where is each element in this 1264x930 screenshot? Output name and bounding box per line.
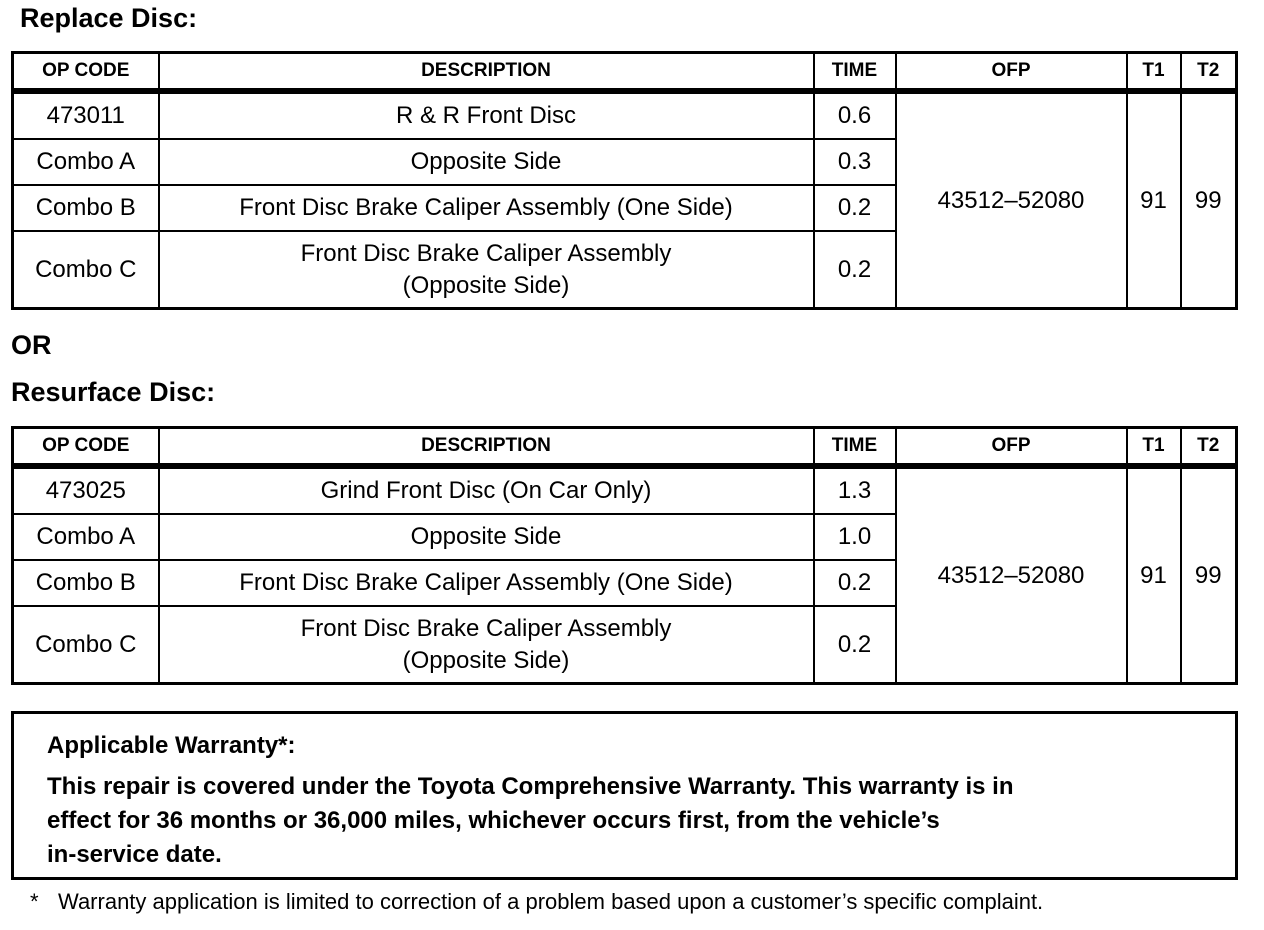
time-cell: 0.2 [814, 606, 896, 684]
time-cell: 0.3 [814, 139, 896, 185]
table-header-row [13, 428, 1237, 467]
op-code-cell: Combo C [13, 231, 159, 309]
time-cell: 1.0 [814, 514, 896, 560]
column-header-ofp: OFP [896, 53, 1127, 92]
op-code-cell: Combo A [13, 514, 159, 560]
warranty-line: effect for 36 months or 36,000 miles, whichever occurs first, from the vehicle’s [47, 807, 940, 834]
time-cell: 0.2 [814, 560, 896, 606]
op-code-cell: Combo B [13, 560, 159, 606]
warranty-title: Applicable Warranty*: [47, 732, 296, 759]
column-header-time: TIME [814, 428, 896, 467]
column-header-time: TIME [814, 53, 896, 92]
column-header-op-code: OP CODE [13, 53, 159, 92]
footnote-marker: * [30, 889, 39, 914]
time-cell: 0.6 [814, 91, 896, 139]
or-separator: OR [11, 330, 52, 360]
column-header-t2: T2 [1181, 53, 1237, 92]
t2-cell: 99 [1181, 91, 1237, 309]
description-cell: Opposite Side [159, 139, 814, 185]
description-line: (Opposite Side) [402, 271, 570, 299]
warranty-body [47, 770, 1207, 872]
time-cell: 0.2 [814, 231, 896, 309]
warranty-line: This repair is covered under the Toyota Comprehensive Warranty. This warranty is in [47, 773, 1014, 800]
op-code-cell: 473011 [13, 91, 159, 139]
table-header-row [13, 53, 1237, 92]
description-cell [159, 606, 814, 684]
column-header-ofp: OFP [896, 428, 1127, 467]
replace-disc-table [11, 51, 1238, 310]
warranty-line: in-service date. [47, 841, 222, 868]
time-cell: 1.3 [814, 466, 896, 514]
ofp-cell: 43512–52080 [896, 466, 1127, 684]
time-cell: 0.2 [814, 185, 896, 231]
column-header-t1: T1 [1127, 428, 1181, 467]
replace-disc-heading: Replace Disc: [20, 3, 198, 33]
t1-cell: 91 [1127, 466, 1181, 684]
table-row [13, 466, 1237, 514]
op-code-cell: Combo A [13, 139, 159, 185]
op-code-cell: 473025 [13, 466, 159, 514]
description-cell: Front Disc Brake Caliper Assembly (One Side) [159, 560, 814, 606]
t1-cell: 91 [1127, 91, 1181, 309]
description-line: Front Disc Brake Caliper Assembly [300, 614, 672, 642]
resurface-disc-heading: Resurface Disc: [11, 377, 216, 407]
column-header-description: DESCRIPTION [159, 53, 814, 92]
column-header-t1: T1 [1127, 53, 1181, 92]
resurface-disc-table [11, 426, 1238, 685]
op-code-cell: Combo C [13, 606, 159, 684]
column-header-description: DESCRIPTION [159, 428, 814, 467]
description-cell: R & R Front Disc [159, 91, 814, 139]
description-cell: Opposite Side [159, 514, 814, 560]
table-row [13, 91, 1237, 139]
op-code-cell: Combo B [13, 185, 159, 231]
footnote-text: Warranty application is limited to correction of a problem based upon a customer’s specific complaint. [58, 889, 1044, 914]
footnote [30, 888, 1043, 916]
column-header-t2: T2 [1181, 428, 1237, 467]
description-cell: Front Disc Brake Caliper Assembly (One Side) [159, 185, 814, 231]
description-cell: Grind Front Disc (On Car Only) [159, 466, 814, 514]
ofp-cell: 43512–52080 [896, 91, 1127, 309]
t2-cell: 99 [1181, 466, 1237, 684]
description-line: (Opposite Side) [402, 646, 570, 674]
warranty-box [11, 711, 1238, 880]
description-line: Front Disc Brake Caliper Assembly [300, 239, 672, 267]
column-header-op-code: OP CODE [13, 428, 159, 467]
description-cell [159, 231, 814, 309]
